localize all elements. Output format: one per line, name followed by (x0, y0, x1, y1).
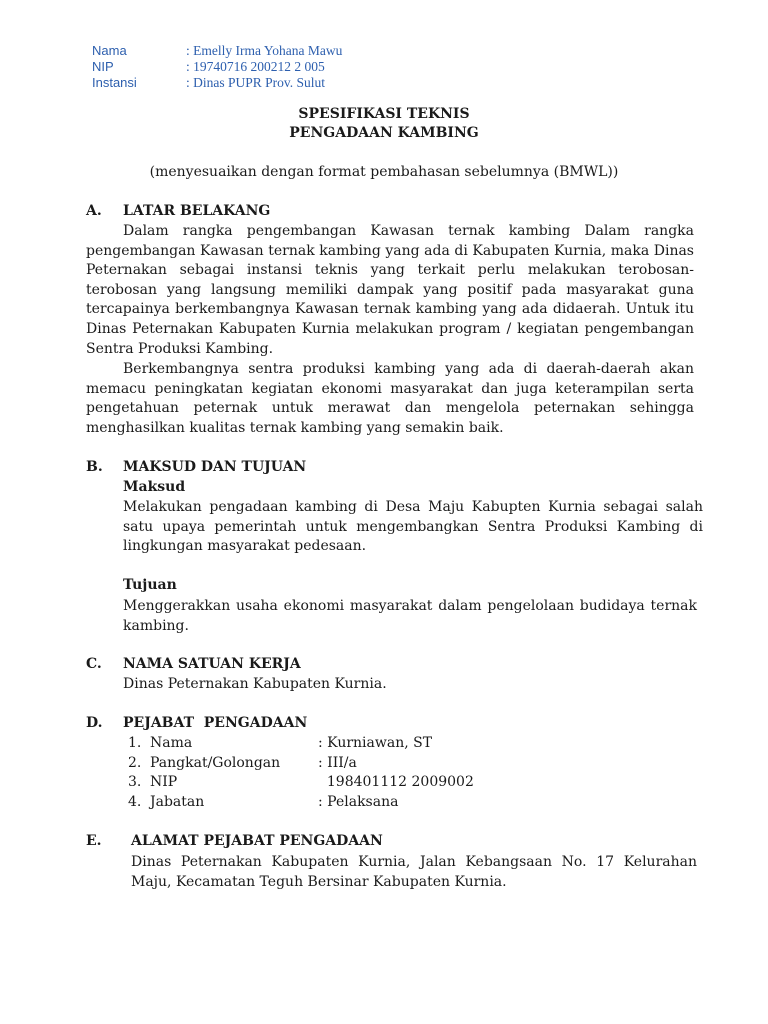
section-a-letter: A. (86, 203, 102, 219)
section-c-title: NAMA SATUAN KERJA (123, 656, 301, 672)
pejabat-item-nip (128, 774, 474, 794)
tujuan-label: Tujuan (123, 577, 177, 593)
section-d-title: PEJABAT PENGADAAN (123, 715, 308, 731)
list-label: NIP (150, 774, 178, 790)
maksud-text: Melakukan pengadaan kambing di Desa Maju Kabupten Kurnia sebagai salah satu upaya pemerintah untuk mengembangkan Sentra Produksi Kambing di lingkungan masyarakat pedesaan. (123, 499, 703, 555)
header-row-nama (92, 42, 342, 59)
header-label: Instansi (92, 75, 137, 90)
document-title-line1: SPESIFIKASI TEKNIS (298, 106, 470, 122)
maksud-label: Maksud (123, 479, 186, 495)
tujuan-text: Menggerakkan usaha ekonomi masyarakat dalam pengelolaan budidaya ternak kambing. (123, 598, 697, 634)
header-value: : 19740716 200212 2 005 (186, 59, 325, 74)
list-label: Jabatan (150, 794, 205, 810)
list-number: 3. (128, 774, 142, 790)
header-value: : Dinas PUPR Prov. Sulut (186, 75, 326, 90)
list-label: Pangkat/Golongan (150, 755, 281, 771)
pejabat-item-nama (128, 735, 432, 755)
section-e-text: Dinas Peternakan Kabupaten Kurnia, Jalan Kebangsaan No. 17 Kelurahan Maju, Kecamatan Teguh Bersinar Kabupaten Kurnia. (131, 854, 697, 890)
section-b-title: MAKSUD DAN TUJUAN (123, 459, 307, 475)
list-number: 1. (128, 735, 142, 751)
section-c-text: Dinas Peternakan Kabupaten Kurnia. (123, 676, 387, 692)
list-value: : III/a (318, 755, 357, 771)
list-label: Nama (150, 735, 193, 751)
header-row-instansi (92, 74, 325, 91)
section-e-title: ALAMAT PEJABAT PENGADAAN (131, 833, 383, 849)
document-subtitle: (menyesuaikan dengan format pembahasan sebelumnya (BMWL)) (149, 164, 619, 180)
section-c-letter: C. (86, 656, 102, 672)
list-number: 4. (128, 794, 142, 810)
pejabat-item-jabatan (128, 794, 398, 814)
section-d-letter: D. (86, 715, 103, 731)
pejabat-item-pangkat (128, 755, 357, 775)
section-b-letter: B. (86, 459, 103, 475)
header-label: Nama (92, 43, 127, 58)
list-value: : Kurniawan, ST (318, 735, 433, 751)
document-title-line2: PENGADAAN KAMBING (289, 125, 479, 141)
list-value: 198401112 2009002 (318, 774, 474, 790)
header-label: NIP (92, 59, 114, 74)
section-a-paragraph-1: Dalam rangka pengembangan Kawasan ternak kambing Dalam rangka pengembangan Kawasan ternak kambing yang ada di Kabupaten Kurnia, maka Dinas Peternakan sebagai instansi teknis yang terkait perlu melakukan terobosan-terobosan yang langsung memiliki dampak yang positif pada masyarakat guna tercapainya berkembangnya Kawasan ternak kambing yang ada didaerah. Untuk itu Dinas Peternakan Kabupaten Kurnia melakukan program / kegiatan pengembangan Sentra Produksi Kambing. (86, 223, 694, 357)
list-value: : Pelaksana (318, 794, 399, 810)
header-value: : Emelly Irma Yohana Mawu (186, 43, 343, 58)
section-e-letter: E. (86, 833, 102, 849)
list-number: 2. (128, 755, 142, 771)
section-a-paragraph-2: Berkembangnya sentra produksi kambing yang ada di daerah-daerah akan memacu peningkatan kegiatan ekonomi masyarakat dan juga keterampilan serta pengetahuan peternak untuk merawat dan mengelola peternakan sehingga menghasilkan kualitas ternak kambing yang semakin baik. (86, 361, 694, 436)
section-a-title: LATAR BELAKANG (123, 203, 271, 219)
header-row-nip (92, 58, 325, 75)
